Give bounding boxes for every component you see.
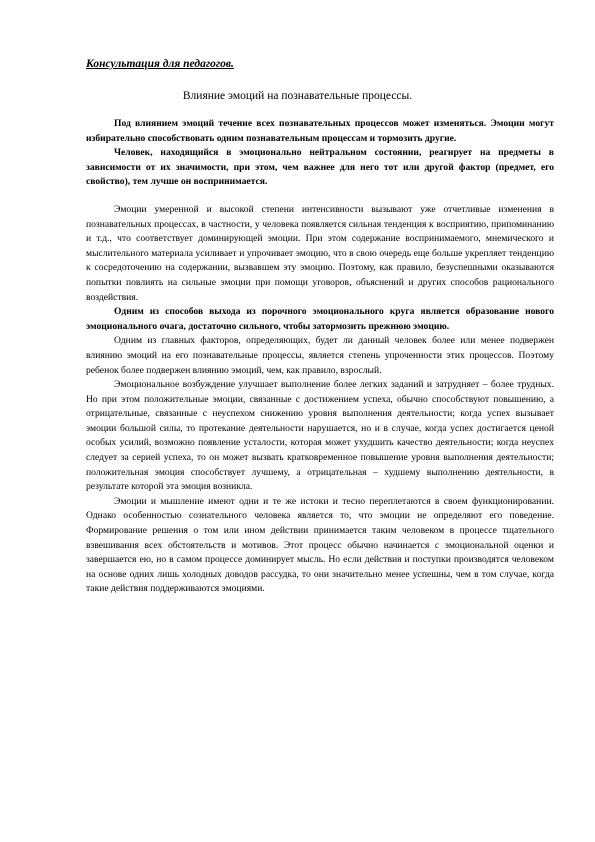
- paragraph: Эмоции умеренной и высокой степени интенсивности вызывают уже отчетливые изменения в познавательных процессах, в частности, у человека появляется сильная тенденция к восприятию, припоминанию и т.д., что соответствует доминирующей эмоции. При этом содержание воспринимаемого, мнемического и мыслительного материала усиливает и упрочивает эмоцию, что в свою очередь еще больше укрепляет тенденцию к сосредоточению на содержании, вызвавшем эту эмоцию. Поэтому, как правило, безуспешными оказываются попытки повлиять на сильные эмоции при помощи уговоров, объяснений и других способов рационального воздействия.: [86, 203, 554, 303]
- document-heading: Консультация для педагогов.: [86, 58, 234, 70]
- paragraph: Эмоциональное возбуждение улучшает выполнение более легких заданий и затрудняет – более трудных. Но при этом положительные эмоции, связанные с достижением успеха, обычно способствуют повышению, а отрицательные, связанные с неуспехом снижению уровня выполнения деятельности; когда успех вызывает эмоции большой силы, то протекание деятельности нарушается, но и в случае, когда успех достигается ценой особых усилий, возможно появление усталости, которая может ухудшить качество деятельности; когда неуспех следует за серией успеха, то он может вызвать кратковременное повышение уровня выполнения деятельности; положительная эмоция способствует лучшему, а отрицательная – худшему выполнению деятельности, в результате которой эта эмоция возникла.: [86, 379, 554, 493]
- paragraph: Одним из главных факторов, определяющих, будет ли данный человек более или менее подвержен влиянию эмоций на его познавательные процессы, является степень упроченности этих процессов. Поэтому ребенок более подвержен влиянию эмоций, чем, как правило, взрослый.: [86, 335, 554, 376]
- paragraph: Эмоции и мышление имеют одни и те же истоки и тесно переплетаются в своем функционировании. Однако особенностью сознательного человека является то, что эмоции не определяют его поведение. Формирование решения о том или ином действии принимается таким человеком в процессе тщательного взвешивания всех обстоятельств и мотивов. Этот процесс обычно начинается с эмоциональной оценки и завершается ею, но в самом процессе доминирует мысль. Но если действия и поступки производятся человеком на основе одних лишь холодных доводов рассудка, то они значительно менее успешны, чем в том случае, когда такие действия поддерживаются эмоциями.: [86, 495, 554, 595]
- paragraph: Под влиянием эмоций течение всех познавательных процессов может изменяться. Эмоции могут избирательно способствовать одним познавательным процессам и тормозить другие.: [86, 118, 554, 144]
- paragraph: Человек, находящийся в эмоционально нейтральном состоянии, реагирует на предметы в зависимости от их значимости, при этом, чем важнее для него тот или другой фактор (предмет, его свойство), тем лучше он воспринимается.: [86, 147, 554, 188]
- document-title: Влияние эмоций на познавательные процессы.: [182, 90, 413, 102]
- paragraph: Одним из способов выхода из порочного эмоционального круга является образование нового эмоционального очага, достаточно сильного, чтобы затормозить прежнюю эмоцию.: [86, 306, 554, 332]
- document-body: [86, 117, 554, 597]
